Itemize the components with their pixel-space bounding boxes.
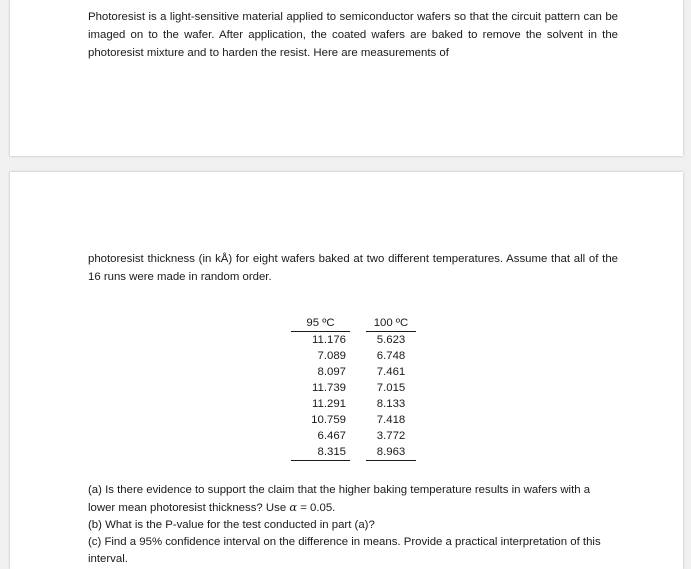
cell-95c: 7.089 — [317, 350, 346, 362]
question-c: (c) Find a 95% confidence interval on the difference in means. Provide a practical interpretation of this interval. — [88, 536, 601, 565]
cell-95c: 11.291 — [312, 398, 346, 410]
cell-100c: 7.461 — [376, 366, 406, 378]
cell-95c: 10.759 — [311, 414, 346, 426]
table-row — [291, 396, 416, 412]
question-b: (b) What is the P-value for the test conducted in part (a)? — [88, 519, 375, 531]
table-row — [291, 364, 416, 380]
intro-paragraph: Photoresist is a light-sensitive material applied to semiconductor wafers so that the circuit pattern can be imaged on to the wafer. After application, the coated wafers are baked to remove the solvent in the photoresist mixture and to harden the resist. Here are measurements of — [88, 11, 618, 59]
top-page-card — [10, 0, 683, 156]
question-a: (a) Is there evidence to support the claim that the higher baking temperature results in wafers with a lower mean photoresist thickness? Use α = 0.05. — [88, 484, 591, 514]
cell-100c: 8.133 — [376, 398, 406, 410]
questions-block — [88, 482, 618, 568]
cell-100c: 6.748 — [376, 350, 406, 362]
cell-100c: 3.772 — [376, 430, 406, 442]
cell-95c: 8.315 — [291, 444, 350, 461]
cell-95c: 6.467 — [317, 430, 346, 442]
cell-100c: 7.015 — [376, 382, 406, 394]
cell-100c: 5.623 — [376, 334, 406, 346]
cell-95c: 11.739 — [312, 382, 346, 394]
table-row — [291, 412, 416, 428]
column-header-100c: 100 ºC — [366, 315, 416, 332]
bottom-page-card — [10, 172, 683, 569]
table-row — [291, 332, 416, 349]
cell-100c: 7.418 — [376, 414, 406, 426]
table-row — [291, 428, 416, 444]
alpha-symbol: α — [289, 500, 298, 514]
thickness-table — [291, 315, 416, 461]
table-row — [291, 348, 416, 364]
table-row — [291, 444, 416, 461]
cell-100c: 8.963 — [366, 444, 416, 461]
table-header-row — [291, 315, 416, 332]
intro-continued-paragraph: photoresist thickness (in kÅ) for eight wafers baked at two different temperatures. Assume that all of the 16 runs were made in random order. — [88, 253, 618, 283]
column-header-95c: 95 ºC — [291, 315, 350, 332]
cell-95c: 8.097 — [317, 366, 346, 378]
cell-95c: 11.176 — [312, 334, 346, 346]
table-row — [291, 380, 416, 396]
